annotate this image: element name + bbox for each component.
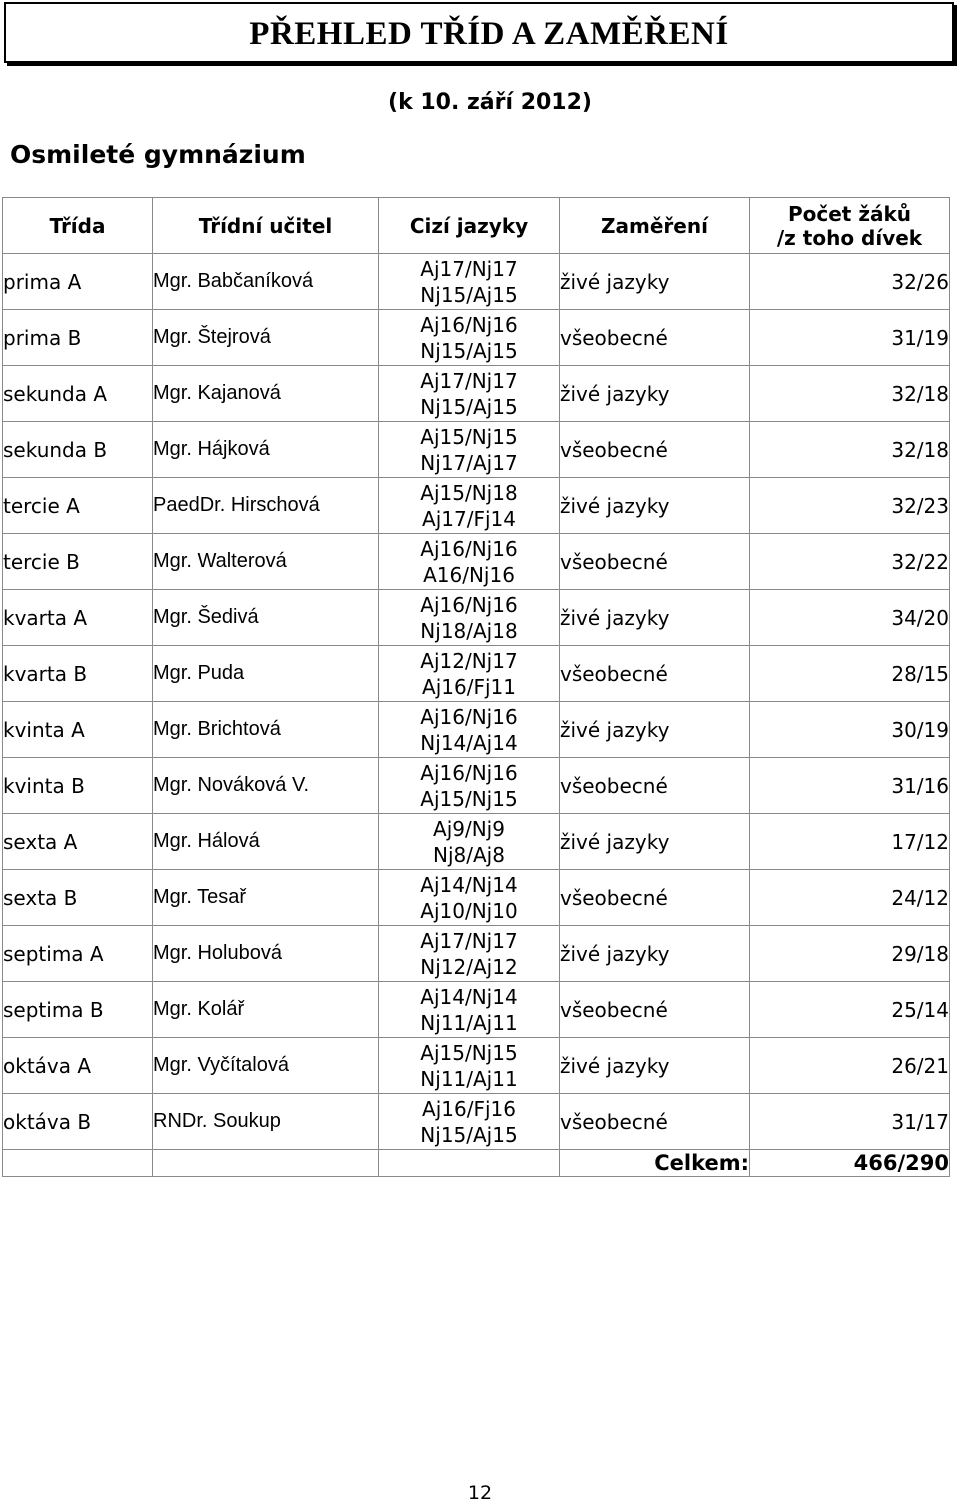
title-box bbox=[4, 2, 954, 63]
header-zamereni: Zaměření bbox=[560, 198, 750, 254]
cell-trida: oktáva B bbox=[3, 1094, 153, 1150]
cell-jazyky-line1: Aj16/Fj16 bbox=[422, 1096, 516, 1121]
cell-pocet: 32/18 bbox=[750, 422, 950, 478]
cell-ucitel: PaedDr. Hirschová bbox=[153, 478, 379, 534]
cell-zamereni: živé jazyky bbox=[560, 254, 750, 310]
cell-zamereni: všeobecné bbox=[560, 310, 750, 366]
cell-jazyky bbox=[379, 1094, 560, 1150]
cell-jazyky bbox=[379, 310, 560, 366]
cell-trida: prima A bbox=[3, 254, 153, 310]
header-pocet bbox=[750, 198, 950, 254]
cell-jazyky-line2: Aj17/Fj14 bbox=[422, 506, 516, 531]
section-title: Osmileté gymnázium bbox=[10, 140, 306, 169]
cell-pocet: 31/17 bbox=[750, 1094, 950, 1150]
cell-jazyky-line1: Aj17/Nj17 bbox=[420, 928, 518, 953]
table-row bbox=[3, 310, 950, 366]
cell-pocet: 30/19 bbox=[750, 702, 950, 758]
cell-jazyky bbox=[379, 758, 560, 814]
cell-jazyky bbox=[379, 870, 560, 926]
table-row bbox=[3, 1038, 950, 1094]
cell-pocet: 32/18 bbox=[750, 366, 950, 422]
cell-jazyky-line2: Nj11/Aj11 bbox=[420, 1066, 518, 1091]
cell-zamereni: živé jazyky bbox=[560, 366, 750, 422]
cell-jazyky bbox=[379, 422, 560, 478]
cell-jazyky-line2: Nj15/Aj15 bbox=[420, 282, 518, 307]
cell-trida: kvinta A bbox=[3, 702, 153, 758]
table-row bbox=[3, 254, 950, 310]
cell-ucitel: Mgr. Tesař bbox=[153, 870, 379, 926]
cell-pocet: 17/12 bbox=[750, 814, 950, 870]
table-row bbox=[3, 926, 950, 982]
cell-pocet: 25/14 bbox=[750, 982, 950, 1038]
cell-jazyky-line1: Aj14/Nj14 bbox=[420, 872, 518, 897]
cell-jazyky-line2: Nj8/Aj8 bbox=[433, 842, 505, 867]
cell-jazyky bbox=[379, 478, 560, 534]
page-title: PŘEHLED TŘÍD A ZAMĚŘENÍ bbox=[249, 16, 729, 52]
cell-ucitel: Mgr. Walterová bbox=[153, 534, 379, 590]
table-row bbox=[3, 590, 950, 646]
cell-jazyky-line2: Aj10/Nj10 bbox=[420, 898, 518, 923]
cell-zamereni: všeobecné bbox=[560, 534, 750, 590]
cell-jazyky bbox=[379, 590, 560, 646]
cell-pocet: 32/23 bbox=[750, 478, 950, 534]
table-row bbox=[3, 982, 950, 1038]
table-row bbox=[3, 366, 950, 422]
cell-trida: tercie B bbox=[3, 534, 153, 590]
cell-jazyky-line2: Aj16/Fj11 bbox=[422, 674, 516, 699]
cell-jazyky bbox=[379, 702, 560, 758]
table-row bbox=[3, 758, 950, 814]
cell-zamereni: živé jazyky bbox=[560, 590, 750, 646]
cell-zamereni: živé jazyky bbox=[560, 478, 750, 534]
cell-ucitel: Mgr. Vyčítalová bbox=[153, 1038, 379, 1094]
header-ucitel: Třídní učitel bbox=[153, 198, 379, 254]
total-empty-cell bbox=[3, 1150, 153, 1177]
header-trida: Třída bbox=[3, 198, 153, 254]
cell-trida: kvarta B bbox=[3, 646, 153, 702]
cell-trida: kvinta B bbox=[3, 758, 153, 814]
cell-jazyky bbox=[379, 982, 560, 1038]
cell-zamereni: živé jazyky bbox=[560, 1038, 750, 1094]
cell-jazyky-line1: Aj12/Nj17 bbox=[420, 648, 518, 673]
cell-jazyky-line1: Aj16/Nj16 bbox=[420, 592, 518, 617]
cell-pocet: 34/20 bbox=[750, 590, 950, 646]
cell-ucitel: Mgr. Nováková V. bbox=[153, 758, 379, 814]
cell-ucitel: Mgr. Kolář bbox=[153, 982, 379, 1038]
cell-jazyky-line2: Nj15/Aj15 bbox=[420, 394, 518, 419]
cell-pocet: 32/22 bbox=[750, 534, 950, 590]
cell-jazyky-line1: Aj9/Nj9 bbox=[433, 816, 505, 841]
cell-ucitel: Mgr. Štejrová bbox=[153, 310, 379, 366]
header-pocet-line2: /z toho dívek bbox=[776, 225, 923, 250]
cell-trida: prima B bbox=[3, 310, 153, 366]
cell-zamereni: všeobecné bbox=[560, 758, 750, 814]
cell-zamereni: všeobecné bbox=[560, 646, 750, 702]
table-body bbox=[3, 254, 950, 1177]
table-row bbox=[3, 1094, 950, 1150]
cell-ucitel: RNDr. Soukup bbox=[153, 1094, 379, 1150]
table-row bbox=[3, 814, 950, 870]
cell-ucitel: Mgr. Šedivá bbox=[153, 590, 379, 646]
cell-pocet: 29/18 bbox=[750, 926, 950, 982]
cell-trida: septima A bbox=[3, 926, 153, 982]
page-number: 12 bbox=[467, 1482, 493, 1504]
cell-pocet: 31/19 bbox=[750, 310, 950, 366]
cell-jazyky-line2: Nj14/Aj14 bbox=[420, 730, 518, 755]
classes-table bbox=[2, 197, 950, 1177]
cell-ucitel: Mgr. Puda bbox=[153, 646, 379, 702]
cell-jazyky-line1: Aj15/Nj18 bbox=[420, 480, 518, 505]
cell-jazyky-line1: Aj15/Nj15 bbox=[420, 1040, 518, 1065]
cell-zamereni: živé jazyky bbox=[560, 702, 750, 758]
cell-ucitel: Mgr. Hálová bbox=[153, 814, 379, 870]
cell-jazyky-line1: Aj15/Nj15 bbox=[420, 424, 518, 449]
cell-jazyky bbox=[379, 814, 560, 870]
cell-ucitel: Mgr. Brichtová bbox=[153, 702, 379, 758]
table-row bbox=[3, 478, 950, 534]
cell-jazyky-line1: Aj17/Nj17 bbox=[420, 256, 518, 281]
cell-jazyky-line1: Aj14/Nj14 bbox=[420, 984, 518, 1009]
cell-pocet: 24/12 bbox=[750, 870, 950, 926]
cell-jazyky bbox=[379, 366, 560, 422]
cell-pocet: 32/26 bbox=[750, 254, 950, 310]
table-header-row bbox=[3, 198, 950, 254]
cell-jazyky-line1: Aj16/Nj16 bbox=[420, 760, 518, 785]
cell-jazyky-line1: Aj16/Nj16 bbox=[420, 312, 518, 337]
cell-jazyky bbox=[379, 926, 560, 982]
cell-jazyky-line2: Nj12/Aj12 bbox=[420, 954, 518, 979]
cell-ucitel: Mgr. Holubová bbox=[153, 926, 379, 982]
cell-trida: kvarta A bbox=[3, 590, 153, 646]
cell-jazyky bbox=[379, 534, 560, 590]
cell-jazyky bbox=[379, 646, 560, 702]
total-value: 466/290 bbox=[750, 1150, 950, 1177]
table-row bbox=[3, 646, 950, 702]
cell-zamereni: všeobecné bbox=[560, 982, 750, 1038]
cell-jazyky-line2: Nj15/Aj15 bbox=[420, 338, 518, 363]
cell-trida: sexta A bbox=[3, 814, 153, 870]
cell-jazyky bbox=[379, 254, 560, 310]
table-row bbox=[3, 870, 950, 926]
cell-trida: septima B bbox=[3, 982, 153, 1038]
cell-jazyky-line1: Aj16/Nj16 bbox=[420, 704, 518, 729]
cell-ucitel: Mgr. Kajanová bbox=[153, 366, 379, 422]
cell-jazyky bbox=[379, 1038, 560, 1094]
table-row bbox=[3, 422, 950, 478]
cell-pocet: 31/16 bbox=[750, 758, 950, 814]
cell-jazyky-line2: Nj17/Aj17 bbox=[420, 450, 518, 475]
cell-jazyky-line2: Aj15/Nj15 bbox=[420, 786, 518, 811]
cell-jazyky-line2: A16/Nj16 bbox=[423, 562, 515, 587]
cell-trida: sexta B bbox=[3, 870, 153, 926]
header-jazyky: Cizí jazyky bbox=[379, 198, 560, 254]
cell-trida: tercie A bbox=[3, 478, 153, 534]
total-label: Celkem: bbox=[560, 1150, 750, 1177]
cell-pocet: 28/15 bbox=[750, 646, 950, 702]
header-pocet-line1: Počet žáků bbox=[787, 201, 912, 226]
cell-pocet: 26/21 bbox=[750, 1038, 950, 1094]
cell-trida: sekunda B bbox=[3, 422, 153, 478]
cell-jazyky-line2: Nj11/Aj11 bbox=[420, 1010, 518, 1035]
cell-ucitel: Mgr. Hájková bbox=[153, 422, 379, 478]
cell-jazyky-line2: Nj18/Aj18 bbox=[420, 618, 518, 643]
cell-zamereni: všeobecné bbox=[560, 870, 750, 926]
total-row bbox=[3, 1150, 950, 1177]
cell-trida: sekunda A bbox=[3, 366, 153, 422]
table-row bbox=[3, 534, 950, 590]
total-empty-cell bbox=[379, 1150, 560, 1177]
table-row bbox=[3, 702, 950, 758]
total-empty-cell bbox=[153, 1150, 379, 1177]
cell-ucitel: Mgr. Babčaníková bbox=[153, 254, 379, 310]
cell-zamereni: živé jazyky bbox=[560, 814, 750, 870]
cell-jazyky-line1: Aj16/Nj16 bbox=[420, 536, 518, 561]
classes-table-wrapper bbox=[2, 197, 949, 1177]
cell-zamereni: živé jazyky bbox=[560, 926, 750, 982]
page-subtitle: (k 10. září 2012) bbox=[388, 90, 592, 115]
cell-zamereni: všeobecné bbox=[560, 422, 750, 478]
cell-jazyky-line2: Nj15/Aj15 bbox=[420, 1122, 518, 1147]
cell-trida: oktáva A bbox=[3, 1038, 153, 1094]
cell-jazyky-line1: Aj17/Nj17 bbox=[420, 368, 518, 393]
cell-zamereni: všeobecné bbox=[560, 1094, 750, 1150]
